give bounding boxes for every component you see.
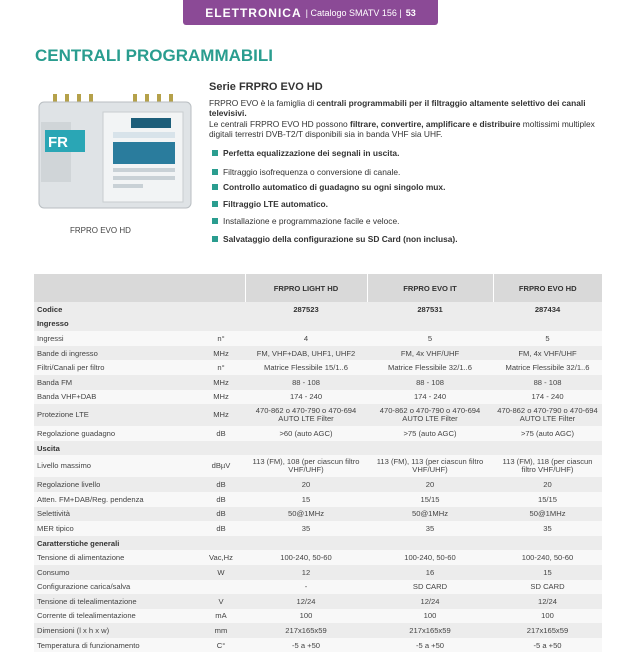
value-cell: 35 [493,521,602,536]
row-unit: dB [197,477,245,492]
value-cell: 35 [245,521,367,536]
table-row [34,477,602,492]
row-label: Banda VHF+DAB [34,390,197,405]
table-row [34,375,602,390]
value-cell: 50@1MHz [367,507,493,522]
column-header: FRPRO LIGHT HD [245,274,367,302]
desc-p1-b: centrali programmabili per il filtraggio altamente selettivo dei canali televisivi. [209,98,586,119]
row-unit: n° [197,331,245,346]
value-cell: >75 (auto AGC) [367,426,493,441]
bullet-icon [212,236,218,242]
row-unit: n° [197,360,245,375]
column-header: FRPRO EVO HD [493,274,602,302]
value-cell: 174 - 240 [367,390,493,405]
value-cell: 470-862 o 470-790 o 470-694 AUTO LTE Filter [367,404,493,426]
bullet-icon [212,201,218,207]
table-row [34,507,602,522]
value-cell: 5 [367,331,493,346]
catalog-tab [183,0,438,25]
value-cell: SD CARD [367,580,493,595]
table-row [34,550,602,565]
table-row [34,580,602,595]
row-unit [197,302,245,317]
value-cell: 217x165x59 [367,623,493,638]
value-cell: 470-862 o 470-790 o 470-694 AUTO LTE Filter [245,404,367,426]
row-unit: dBµV [197,455,245,477]
table-row [34,565,602,580]
value-cell: 113 (FM), 118 (per ciascun filtro VHF/UHF) [493,455,602,477]
page-number: 53 [405,7,416,18]
desc-p1-a: FRPRO EVO è la famiglia di [209,98,317,108]
section-title: Ingresso [34,317,602,332]
row-label: Banda FM [34,375,197,390]
row-label: Codice [34,302,197,317]
row-label: Bande di ingresso [34,346,197,361]
value-cell: 217x165x59 [245,623,367,638]
brand-label: ELETTRONICA [205,5,302,20]
feature-item: Filtraggio LTE automatico. [212,199,328,209]
row-unit: mA [197,609,245,624]
table-row [34,317,602,332]
row-label: Dimensioni (l x h x w) [34,623,197,638]
table-row [34,331,602,346]
table-row [34,274,602,302]
row-label: Livello massimo [34,455,197,477]
value-cell: 217x165x59 [493,623,602,638]
value-cell: Matrice Flessibile 32/1..6 [493,360,602,375]
value-cell: FM, 4x VHF/UHF [367,346,493,361]
description [209,98,609,140]
value-cell: 88 - 108 [493,375,602,390]
value-cell: 100 [493,609,602,624]
feature-item: Installazione e programmazione facile e veloce. [212,216,399,226]
section-title: Caratterstiche generali [34,536,602,551]
value-cell: 174 - 240 [493,390,602,405]
value-cell: -5 a +50 [493,638,602,653]
row-unit: dB [197,492,245,507]
row-unit [197,580,245,595]
value-cell: 4 [245,331,367,346]
row-unit: dB [197,507,245,522]
row-label: Atten. FM+DAB/Reg. pendenza [34,492,197,507]
value-cell: 113 (FM), 113 (per ciascun filtro VHF/UHF) [367,455,493,477]
value-cell: 20 [367,477,493,492]
value-cell: 50@1MHz [245,507,367,522]
table-row [34,609,602,624]
table-row [34,346,602,361]
table-row [34,426,602,441]
desc-p2-c: moltissimi multiplex digitali terrestri DVB-T2/T disponibili sia in banda VHF sia UHF. [209,118,595,140]
value-cell: FM, VHF+DAB, UHF1, UHF2 [245,346,367,361]
row-label: Regolazione guadagno [34,426,197,441]
row-unit: W [197,565,245,580]
value-cell: 15 [493,565,602,580]
value-cell: >60 (auto AGC) [245,426,367,441]
value-cell: 174 - 240 [245,390,367,405]
value-cell: Matrice Flessibile 15/1..6 [245,360,367,375]
value-cell: 15/15 [493,492,602,507]
row-label: MER tipico [34,521,197,536]
row-unit: MHz [197,404,245,426]
desc-p2-b: filtrare, convertire, amplificare e distribuire [350,118,521,129]
table-row [34,360,602,375]
row-label: Temperatura di funzionamento [34,638,197,653]
row-unit: V [197,594,245,609]
value-cell: Matrice Flessibile 32/1..6 [367,360,493,375]
row-unit: C° [197,638,245,653]
row-label: Selettività [34,507,197,522]
row-label: Corrente di telealimentazione [34,609,197,624]
table-row [34,390,602,405]
bullet-icon [212,184,218,190]
value-cell: 35 [367,521,493,536]
code-cell: 287523 [245,302,367,317]
value-cell: 20 [245,477,367,492]
row-unit: dB [197,521,245,536]
value-cell: 470-862 o 470-790 o 470-694 AUTO LTE Filter [493,404,602,426]
column-header: FRPRO EVO IT [367,274,493,302]
value-cell: 100-240, 50-60 [245,550,367,565]
table-row [34,441,602,456]
value-cell: -5 a +50 [245,638,367,653]
row-unit: Vac,Hz [197,550,245,565]
spec-table [34,274,602,652]
value-cell: 12/24 [367,594,493,609]
value-cell: 12/24 [493,594,602,609]
bullet-icon [212,169,218,175]
device-caption: FRPRO EVO HD [70,226,131,235]
row-label: Regolazione livello [34,477,197,492]
feature-item: Salvataggio della configurazione su SD Card (non inclusa). [212,234,458,244]
value-cell: 12/24 [245,594,367,609]
value-cell: 5 [493,331,602,346]
value-cell: 100 [245,609,367,624]
header-cell [197,274,245,302]
value-cell: FM, 4x VHF/UHF [493,346,602,361]
table-row [34,492,602,507]
value-cell: 16 [367,565,493,580]
catalog-label: | Catalogo SMATV 156 | [305,7,402,18]
feature-item: Controllo automatico di guadagno su ogni singolo mux. [212,182,445,192]
row-label: Protezione LTE [34,404,197,426]
value-cell: 100 [367,609,493,624]
row-label: Consumo [34,565,197,580]
value-cell: 113 (FM), 108 (per ciascun filtro VHF/UHF) [245,455,367,477]
value-cell: 15/15 [367,492,493,507]
value-cell: 12 [245,565,367,580]
device-image [33,90,196,212]
row-unit: MHz [197,375,245,390]
header-cell [34,274,197,302]
row-unit: mm [197,623,245,638]
row-label: Tensione di alimentazione [34,550,197,565]
table-row [34,404,602,426]
series-title: Serie FRPRO EVO HD [209,81,323,93]
feature-item: Perfetta equalizzazione dei segnali in uscita. [212,148,399,158]
desc-p2-a: Le centrali FRPRO EVO HD possono [209,118,351,129]
row-label: Ingressi [34,331,197,346]
value-cell: 50@1MHz [493,507,602,522]
value-cell: 15 [245,492,367,507]
table-row [34,594,602,609]
row-label: Filtri/Canali per filtro [34,360,197,375]
table-row [34,638,602,653]
logo-text: FR [48,134,68,151]
value-cell: 100-240, 50-60 [367,550,493,565]
code-cell: 287531 [367,302,493,317]
table-row [34,455,602,477]
value-cell: - [245,580,367,595]
table-row [34,623,602,638]
table-row [34,521,602,536]
feature-item: Filtraggio isofrequenza o conversione di canale. [212,167,400,177]
value-cell: 88 - 108 [245,375,367,390]
page-title: CENTRALI PROGRAMMABILI [35,46,273,65]
value-cell: 20 [493,477,602,492]
row-label: Tensione di telealimentazione [34,594,197,609]
table-row [34,302,602,317]
value-cell: >75 (auto AGC) [493,426,602,441]
row-unit: dB [197,426,245,441]
code-cell: 287434 [493,302,602,317]
section-title: Uscita [34,441,602,456]
value-cell: -5 a +50 [367,638,493,653]
value-cell: 100-240, 50-60 [493,550,602,565]
row-unit: MHz [197,346,245,361]
row-unit: MHz [197,390,245,405]
row-label: Configurazione carica/salva [34,580,197,595]
value-cell: SD CARD [493,580,602,595]
bullet-icon [212,218,218,224]
bullet-icon [212,150,218,156]
table-row [34,536,602,551]
value-cell: 88 - 108 [367,375,493,390]
